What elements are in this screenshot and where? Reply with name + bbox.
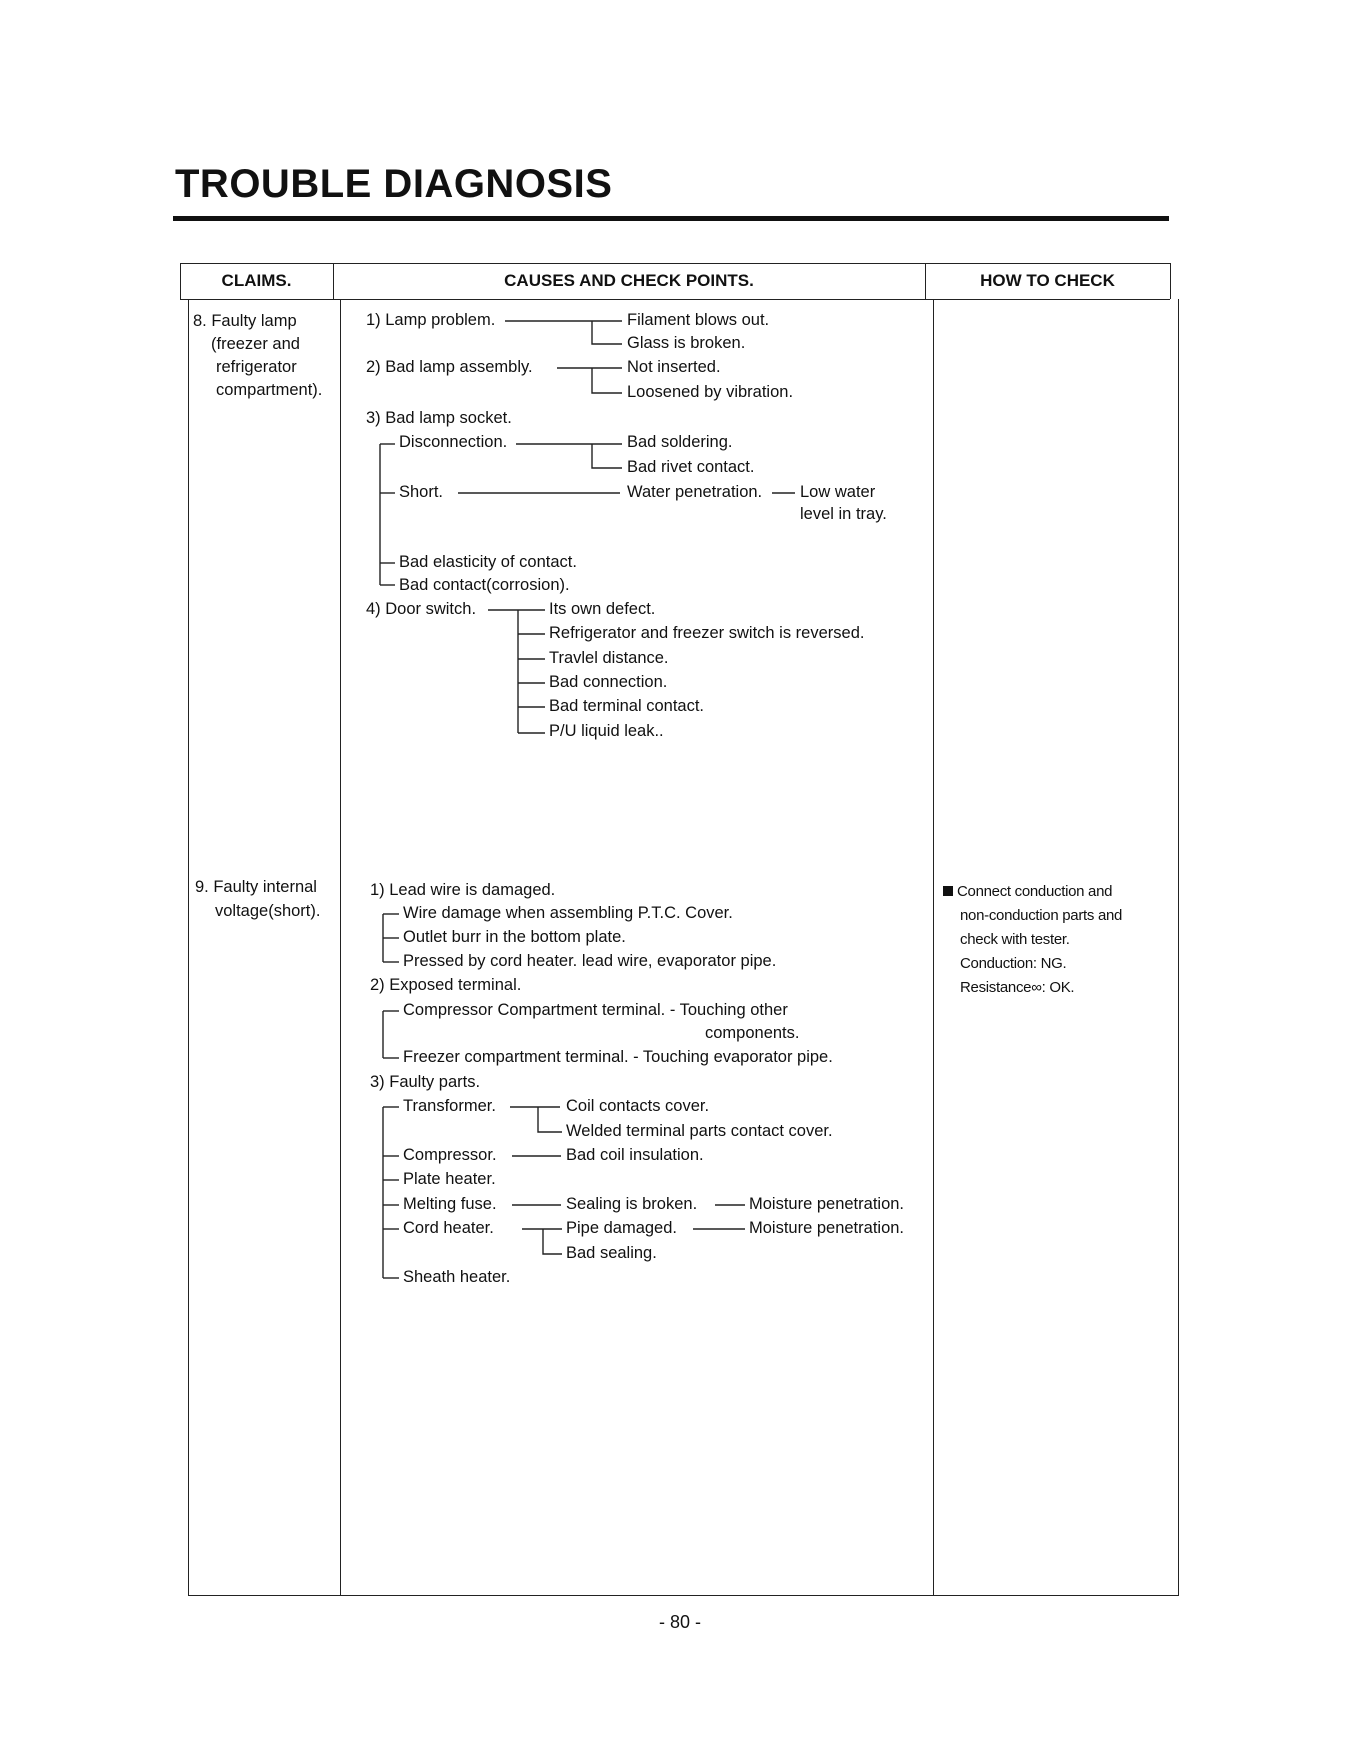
cause-disconnection: Disconnection. [399,433,508,451]
cause-own-defect: Its own defect. [549,600,656,618]
how-to-check-line: Conduction: NG. [960,955,1067,972]
cause-exposed: 2) Exposed terminal. [370,976,522,994]
cause-door-switch: 4) Door switch. [366,600,477,618]
cause-outlet-burr: Outlet burr in the bottom plate. [403,928,626,946]
cause-filament: Filament blows out. [627,311,770,329]
cause-components: components. [705,1024,800,1042]
claims-header: CLAIMS. [221,271,292,290]
cause-bad-sealing: Bad sealing. [566,1244,657,1262]
cause-bad-contact: Bad contact(corrosion). [399,576,570,594]
cause-pipe-damaged: Pipe damaged. [566,1219,677,1237]
cause-bad-socket: 3) Bad lamp socket. [366,409,512,427]
cause-plate-heater: Plate heater. [403,1170,496,1188]
cause-lead-wire: 1) Lead wire is damaged. [370,881,556,899]
cause-pressed: Pressed by cord heater. lead wire, evaporator pipe. [403,952,777,970]
table-right-border-body [1178,299,1179,1595]
cause-not-inserted: Not inserted. [627,358,721,376]
cause-bad-elasticity: Bad elasticity of contact. [399,553,577,571]
causes-column-divider-body [933,299,934,1595]
table-header-divider [180,299,1170,300]
cause-cord-heater: Cord heater. [403,1219,494,1237]
cause-transformer: Transformer. [403,1097,496,1115]
causes-header: CAUSES AND CHECK POINTS. [504,271,754,290]
cause-bad-assembly: 2) Bad lamp assembly. [366,358,533,376]
cause-compressor-compartment: Compressor Compartment terminal. - Touching other [403,1001,788,1019]
table-top-border [180,263,1170,264]
cause-bad-rivet: Bad rivet contact. [627,458,755,476]
page-number: - 80 - [658,1612,701,1632]
how-to-check-line: Connect conduction and [943,880,1112,904]
table-left-border-body [188,299,189,1595]
cause-bad-soldering: Bad soldering. [627,433,733,451]
cause-glass: Glass is broken. [627,334,746,352]
cause-travel: Travlel distance. [549,649,669,667]
square-bullet-icon [943,886,953,896]
page-title: TROUBLE DIAGNOSIS [175,162,613,206]
how-to-check-line: non-conduction parts and [960,907,1123,924]
cause-moisture-penetration: Moisture penetration. [749,1195,905,1213]
how-to-check-line: check with tester. [960,931,1070,948]
claim-8-line: refrigerator [216,358,297,376]
cause-sealing-broken: Sealing is broken. [566,1195,698,1213]
cause-sheath-heater: Sheath heater. [403,1268,511,1286]
cause-loosened: Loosened by vibration. [627,383,794,401]
cause-water-penetration: Water penetration. [627,483,763,501]
cause-low-water: Low water [800,483,876,501]
cause-bad-terminal: Bad terminal contact. [549,697,704,715]
claims-column-divider-body [340,299,341,1595]
cause-faulty-parts: 3) Faulty parts. [370,1073,481,1091]
cause-short: Short. [399,483,444,501]
cause-welded: Welded terminal parts contact cover. [566,1122,833,1140]
cause-melting-fuse: Melting fuse. [403,1195,497,1213]
claim-9-line: 9. Faulty internal [195,878,317,896]
cause-compressor: Compressor. [403,1146,497,1164]
cause-lamp-problem: 1) Lamp problem. [366,311,496,329]
cause-freezer-compartment: Freezer compartment terminal. - Touching evaporator pipe. [403,1048,833,1066]
claim-8-line: 8. Faulty lamp [193,312,297,330]
how-to-check-header: HOW TO CHECK [980,271,1115,290]
cause-wire-damage: Wire damage when assembling P.T.C. Cover. [403,904,733,922]
cause-moisture-penetration: Moisture penetration. [749,1219,905,1237]
cause-reversed: Refrigerator and freezer switch is reversed. [549,624,865,642]
claim-8-line: compartment). [216,381,323,399]
table-bottom-border [188,1595,1179,1596]
claim-8-line: (freezer and [211,335,300,353]
cause-coil-insulation: Bad coil insulation. [566,1146,704,1164]
cause-bad-connection: Bad connection. [549,673,668,691]
title-rule [173,216,1169,221]
cause-coil-contacts: Coil contacts cover. [566,1097,710,1115]
cause-pu-leak: P/U liquid leak.. [549,722,664,740]
cause-level-in-tray: level in tray. [800,505,887,523]
table-right-border [1170,263,1171,299]
claim-9-line: voltage(short). [215,902,321,920]
how-to-check-line: Resistance∞: OK. [960,979,1075,996]
